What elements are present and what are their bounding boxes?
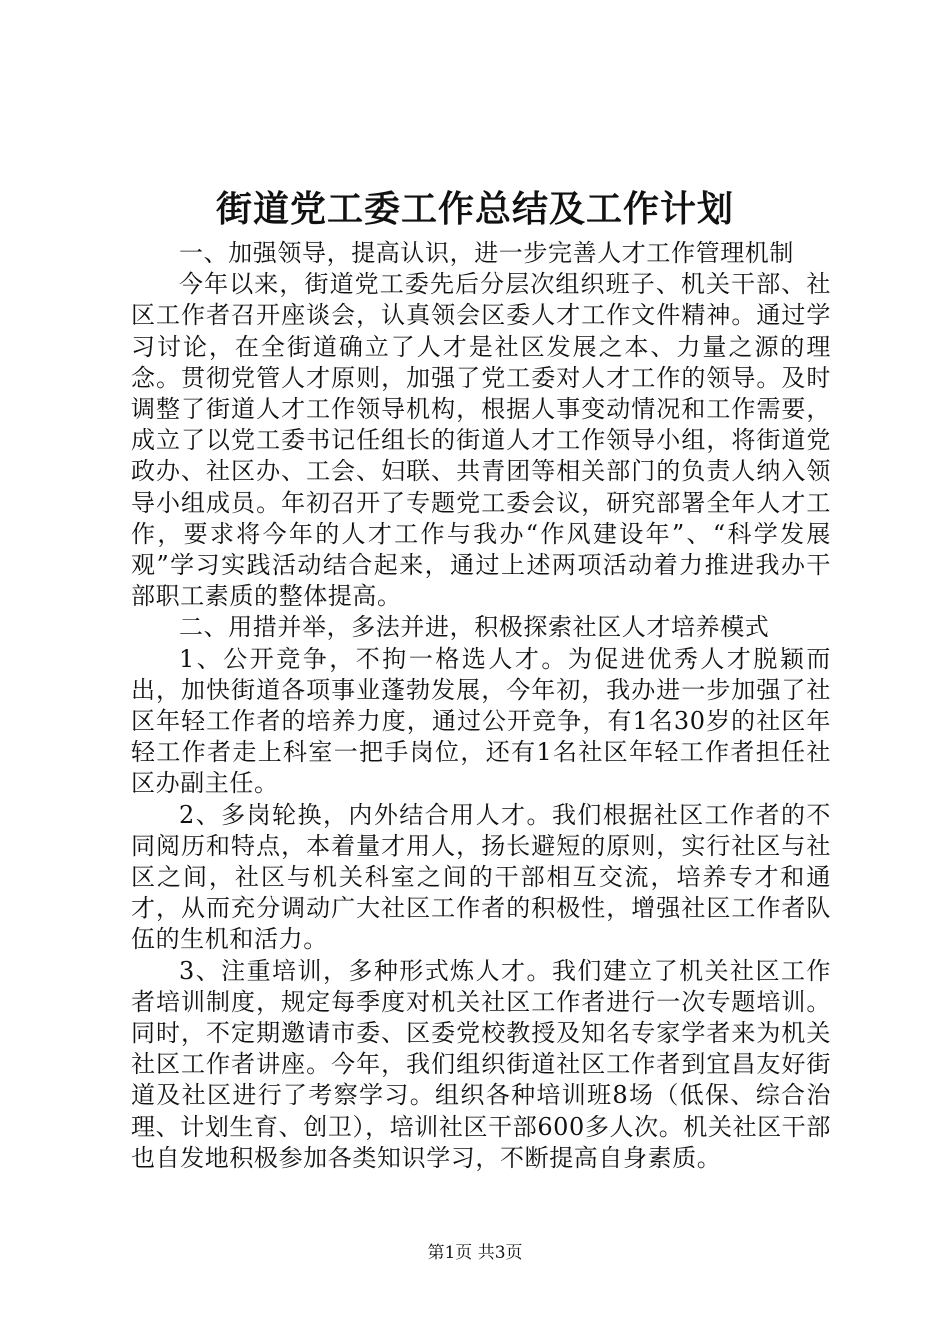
body-paragraph: 1、公开竞争，不拘一格选人才。为促进优秀人才脱颖而出，加快街道各项事业蓬勃发展，今年初，我办进一步加强了社区年轻工作者的培养力度，通过公开竞争，有1名30岁的社区年轻工作者走上科室一把手岗位，还有1名社区年轻工作者担任社区办副主任。 <box>131 644 831 798</box>
body-paragraph: 2、多岗轮换，内外结合用人才。我们根据社区工作者的不同阅历和特点，本着量才用人，扬长避短的原则，实行社区与社区之间，社区与机关科室之间的干部相互交流，培养专才和通才，从而充分调动广大社区工作者的积极性，增强社区工作者队伍的生机和活力。 <box>131 800 831 954</box>
document-title: 街道党工委工作总结及工作计划 <box>215 188 734 230</box>
body-paragraph: 今年以来，街道党工委先后分层次组织班子、机关干部、社区工作者召开座谈会，认真领会区委人才工作文件精神。通过学习讨论，在全街道确立了人才是社区发展之本、力量之源的理念。贯彻党管人才原则，加强了党工委对人才工作的领导。及时调整了街道人才工作领导机构，根据人事变动情况和工作需要，成立了以党工委书记任组长的街道人才工作领导小组，将街道党政办、社区办、工会、妇联、共青团等相关部门的负责人纳入领导小组成员。年初召开了专题党工委会议，研究部署全年人才工作，要求将今年的人才工作与我办“作风建设年”、“科学发展观”学习实践活动结合起来，通过上述两项活动着力推进我办干部职工素质的整体提高。 <box>131 270 831 611</box>
section-heading-2: 二、用措并举，多法并进，积极探索社区人才培养模式 <box>179 613 770 642</box>
section-heading-1: 一、加强领导，提高认识，进一步完善人才工作管理机制 <box>179 239 794 267</box>
document-body <box>131 238 831 1174</box>
page-footer: 第1页 共3页 <box>427 1243 523 1263</box>
body-paragraph: 3、注重培训，多种形式炼人才。我们建立了机关社区工作者培训制度，规定每季度对机关社区工作者进行一次专题培训。同时，不定期邀请市委、区委党校教授及知名专家学者来为机关社区工作者讲座。今年，我们组织街道社区工作者到宜昌友好街道及社区进行了考察学习。组织各种培训班8场（低保、综合治理、计划生育、创卫），培训社区干部600多人次。机关社区干部也自发地积极参加各类知识学习，不断提高自身素质。 <box>131 956 831 1172</box>
